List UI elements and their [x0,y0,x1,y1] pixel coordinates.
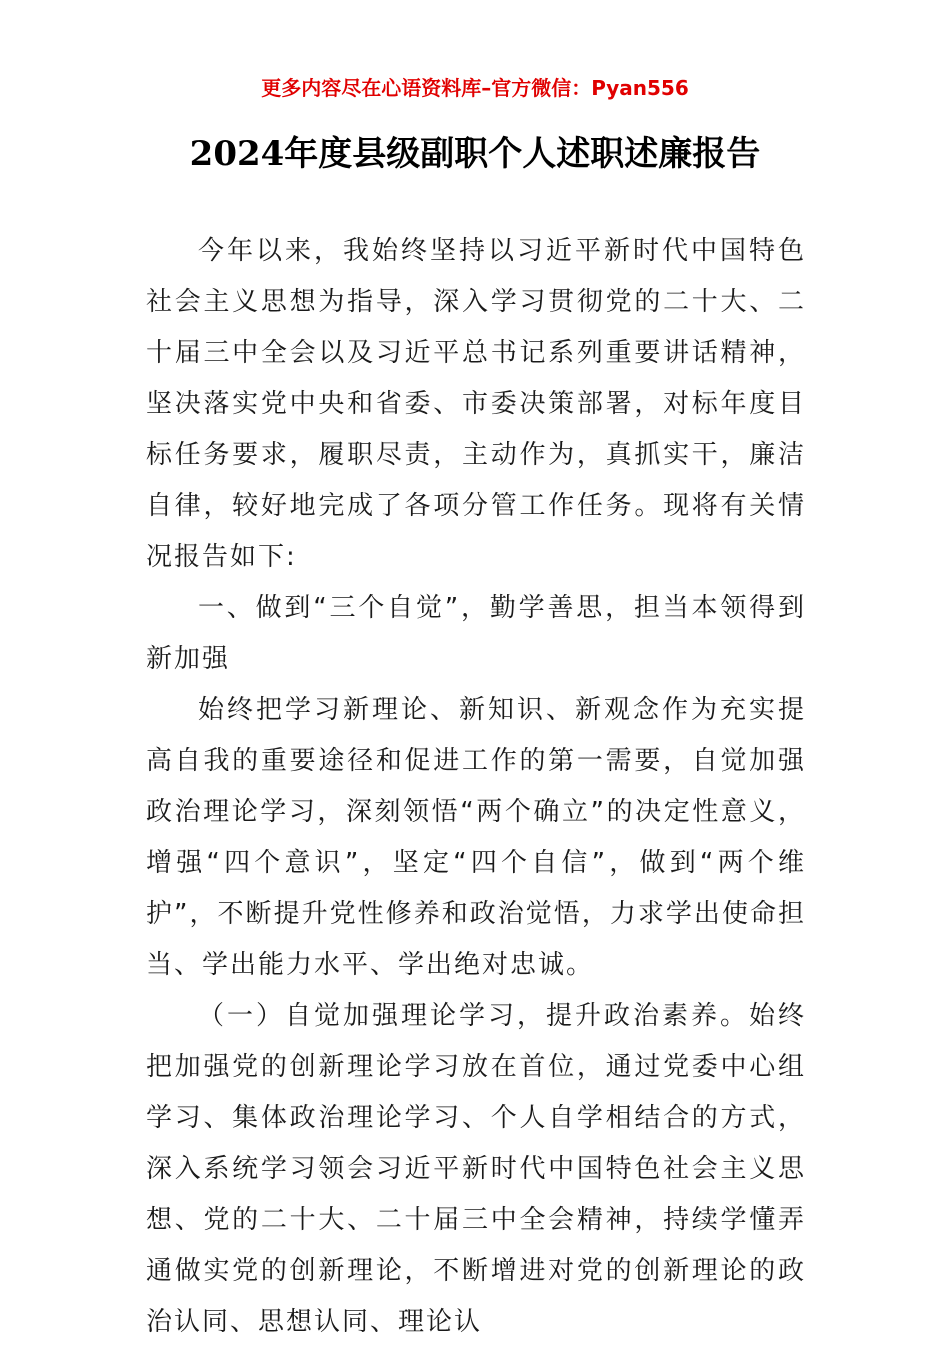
section-heading-1: 一、做到“三个自觉”，勤学善思，担当本领得到新加强 [146,593,806,674]
paragraph-subsection-1: （一）自觉加强理论学习，提升政治素养。始终把加强党的创新理论学习放在首位，通过党委中心组学习、集体政治理论学习、个人自学相结合的方式，深入系统学习领会习近平新时代中国特色社会主义思想、党的二十大、二十届三中全会精神，持续学懂弄通做实党的创新理论，不断增进对党的创新理论的政治认同、思想认同、理论认 [146,1001,806,1337]
document-title: 2024年度县级副职个人述职述廉报告 [189,134,761,174]
document-body [146,226,806,1348]
paragraph-section-1: 始终把学习新理论、新知识、新观念作为充实提高自我的重要途径和促进工作的第一需要，自觉加强政治理论学习，深刻领悟“两个确立”的决定性意义，增强“四个意识”，坚定“四个自信”，做到“两个维护”，不断提升党性修养和政治觉悟，力求学出使命担当、学出能力水平、学出绝对忠诚。 [146,695,806,980]
paragraph-intro: 今年以来，我始终坚持以习近平新时代中国特色社会主义思想为指导，深入学习贯彻党的二十大、二十届三中全会以及习近平总书记系列重要讲话精神，坚决落实党中央和省委、市委决策部署，对标年度目标任务要求，履职尽责，主动作为，真抓实干，廉洁自律，较好地完成了各项分管工作任务。现将有关情况报告如下: [146,236,806,572]
watermark-banner: 更多内容尽在心语资料库–官方微信：Pyan556 [261,76,689,100]
